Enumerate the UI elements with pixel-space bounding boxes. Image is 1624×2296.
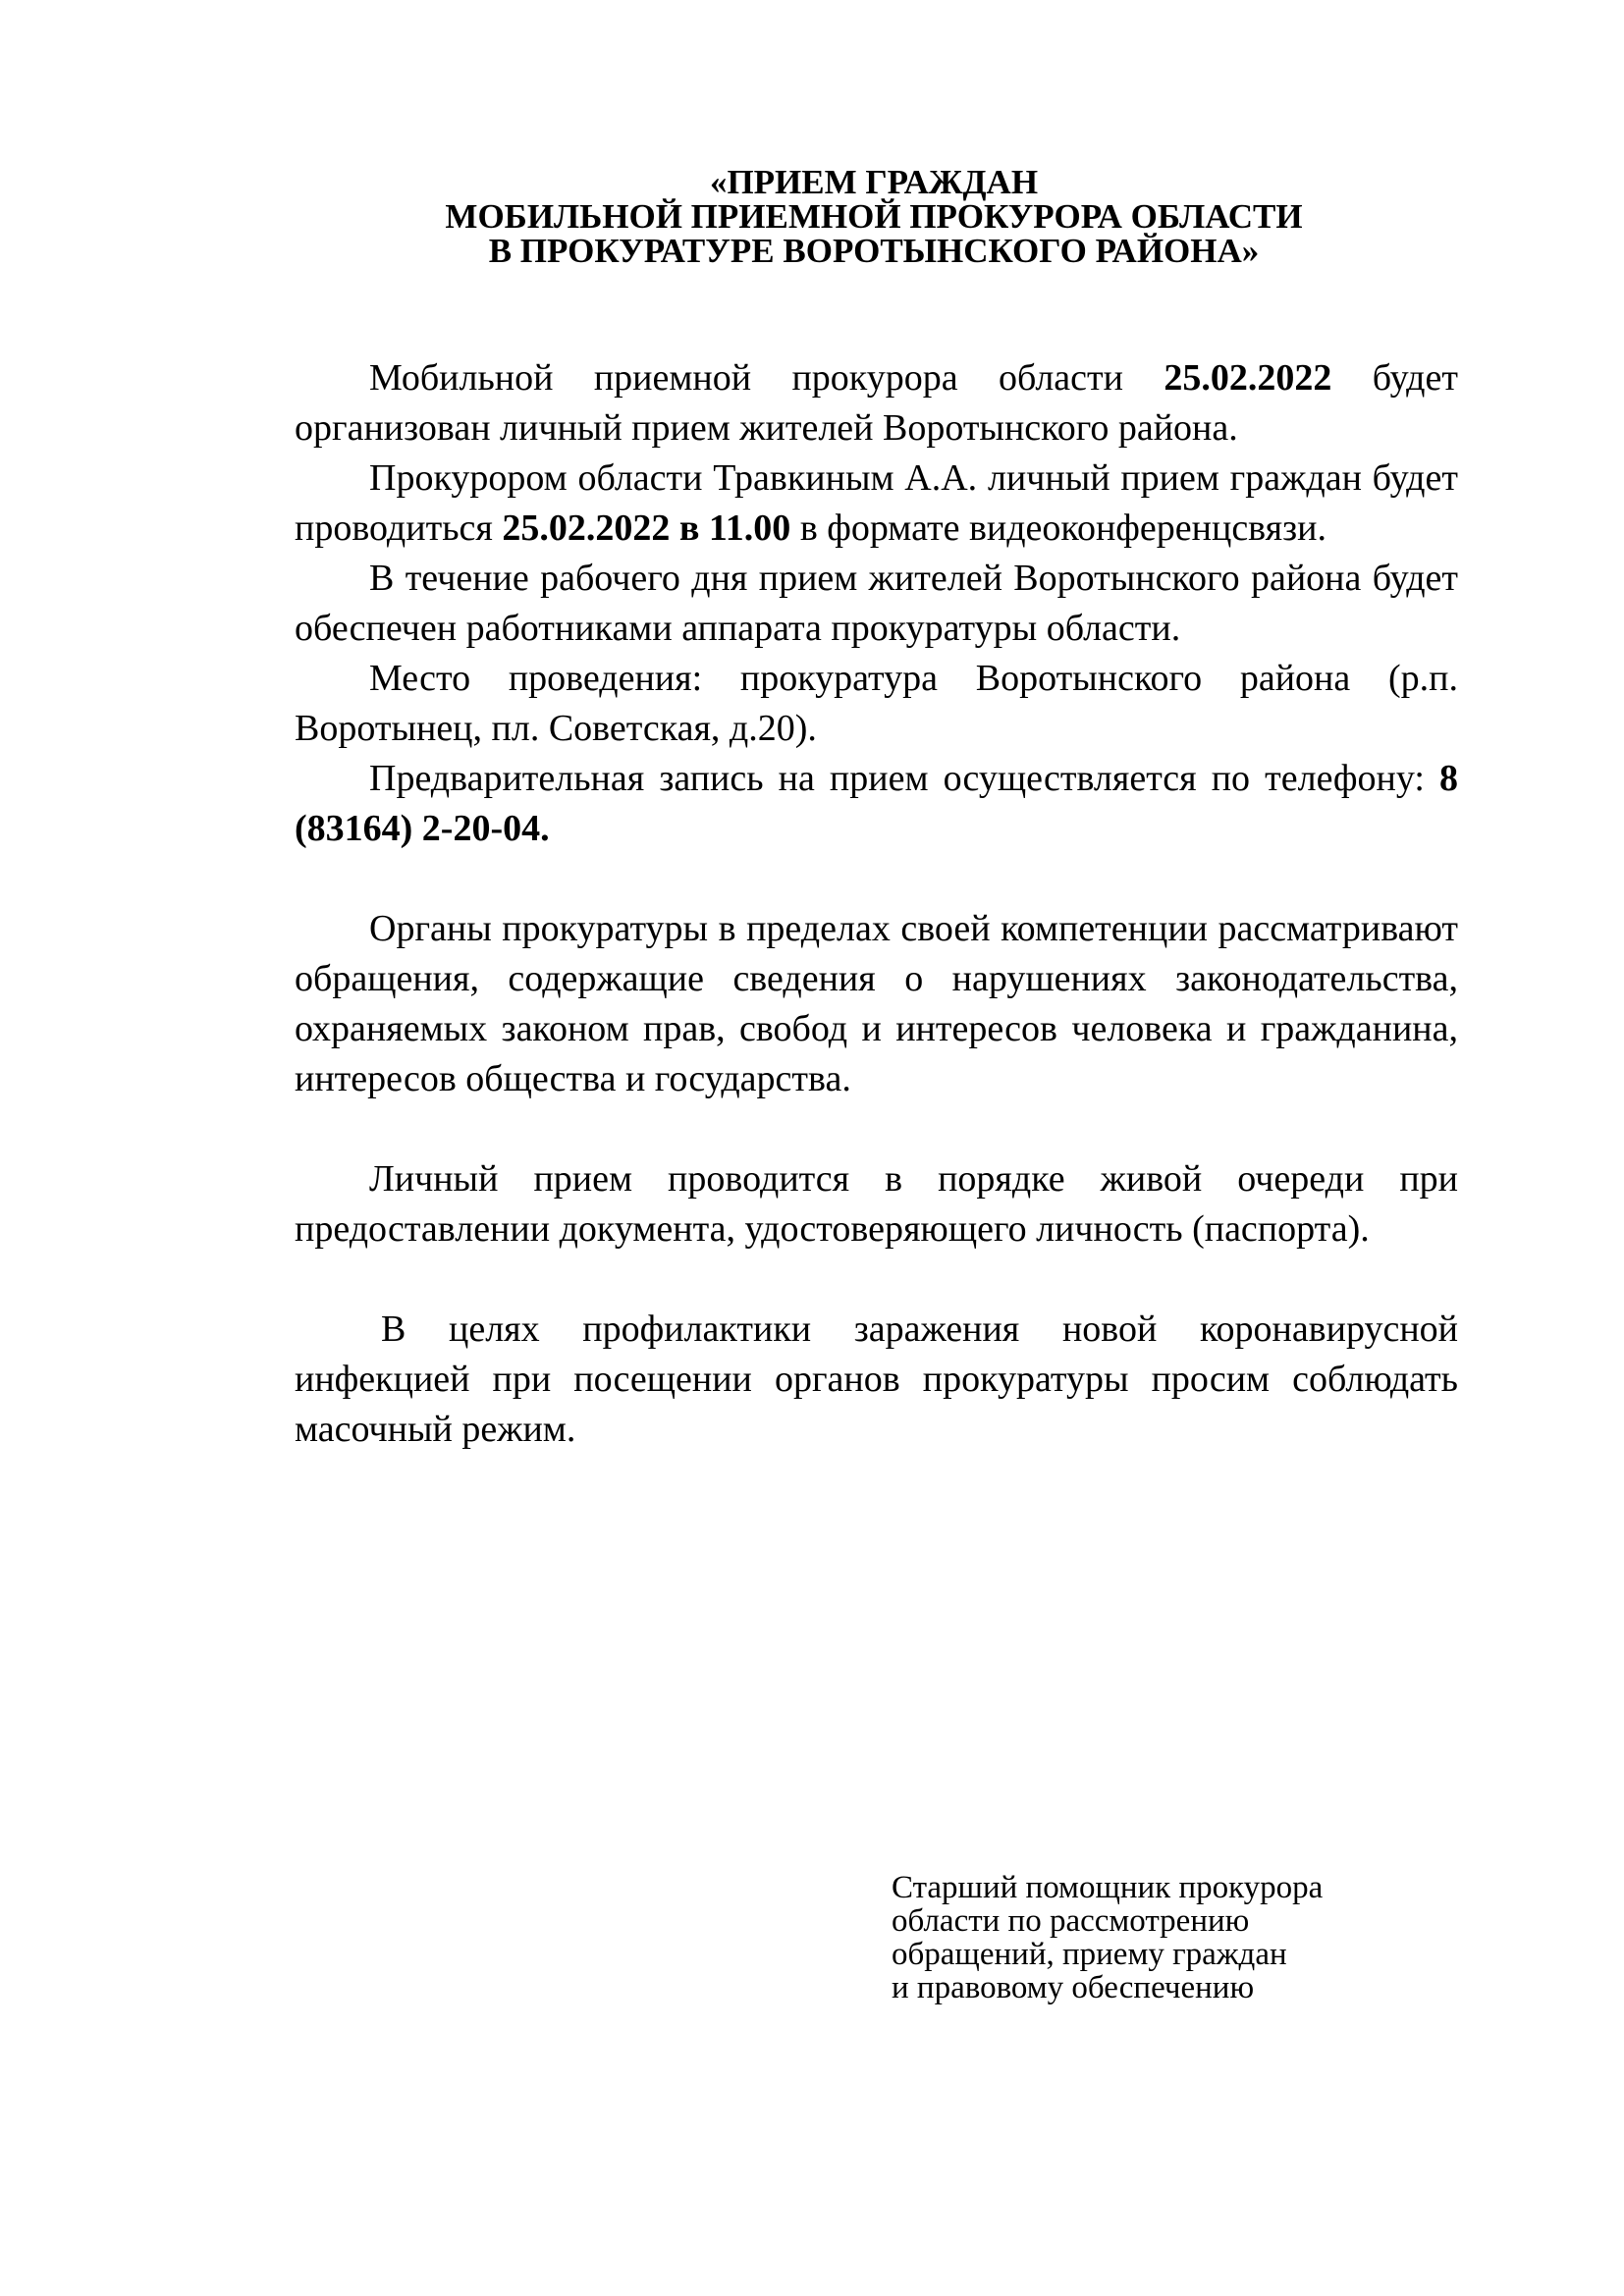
reception-date: 25.02.2022	[1164, 357, 1332, 399]
paragraph-competence: Органы прокуратуры в пределах своей компетенции рассматривают обращения, содержащие сведения о нарушениях законодательства, охраняемых законом прав, свобод и интересов человека и гражданина, интересов общества и государства.	[295, 908, 1458, 1099]
title-line-2: МОБИЛЬНОЙ ПРИЕМНОЙ ПРОКУРОРА ОБЛАСТИ	[445, 197, 1303, 236]
paragraph-prosecutor-reception	[295, 454, 1458, 554]
phone-number: 8 (83164) 2-20-04.	[295, 758, 1458, 849]
paragraph-spacer	[295, 1255, 1458, 1305]
paragraph-location: Место проведения: прокуратура Воротынского района (р.п. Воротынец, пл. Советская, д.20).	[295, 658, 1458, 749]
paragraph-text: будет организован личный прием жителей Воротынского района.	[295, 357, 1458, 449]
paragraph-queue: Личный прием проводится в порядке живой очереди при предоставлении документа, удостоверяющего личность (паспорта).	[295, 1158, 1458, 1250]
signature-line-4: и правовому обеспечению	[892, 1970, 1255, 2005]
signature-line-1: Старший помощник прокурора	[892, 1870, 1324, 1905]
paragraph-spacer	[295, 854, 1458, 904]
paragraph-covid-notice: В целях профилактики заражения новой коронавирусной инфекцией при посещении органов прокуратуры просим соблюдать масочный режим.	[295, 1308, 1458, 1450]
paragraph-spacer	[295, 1104, 1458, 1154]
paragraph-text: Мобильной приемной прокурора области	[369, 357, 1164, 399]
reception-datetime: 25.02.2022 в 11.00	[502, 507, 791, 549]
paragraph-mobile-reception	[295, 353, 1458, 454]
document-body	[295, 353, 1458, 1455]
signature-block	[892, 1871, 1471, 2004]
paragraph-workday-reception: В течение рабочего дня прием жителей Воротынского района будет обеспечен работниками аппарата прокуратуры области.	[295, 558, 1458, 649]
paragraph-text: в формате видеоконференцсвязи.	[790, 507, 1326, 549]
signature-line-2: области по рассмотрению	[892, 1903, 1250, 1939]
paragraph-text: Прокурором области Травкиным А.А. личный прием граждан будет проводиться	[295, 457, 1458, 549]
paragraph-appointment	[295, 754, 1458, 854]
signature-line-3: обращений, приему граждан	[892, 1937, 1287, 1972]
title-line-1: «ПРИЕМ ГРАЖДАН	[709, 163, 1039, 201]
document-title	[295, 165, 1453, 268]
title-line-3: В ПРОКУРАТУРЕ ВОРОТЫНСКОГО РАЙОНА»	[488, 232, 1260, 270]
paragraph-text: Предварительная запись на прием осуществляется по телефону:	[369, 758, 1439, 799]
